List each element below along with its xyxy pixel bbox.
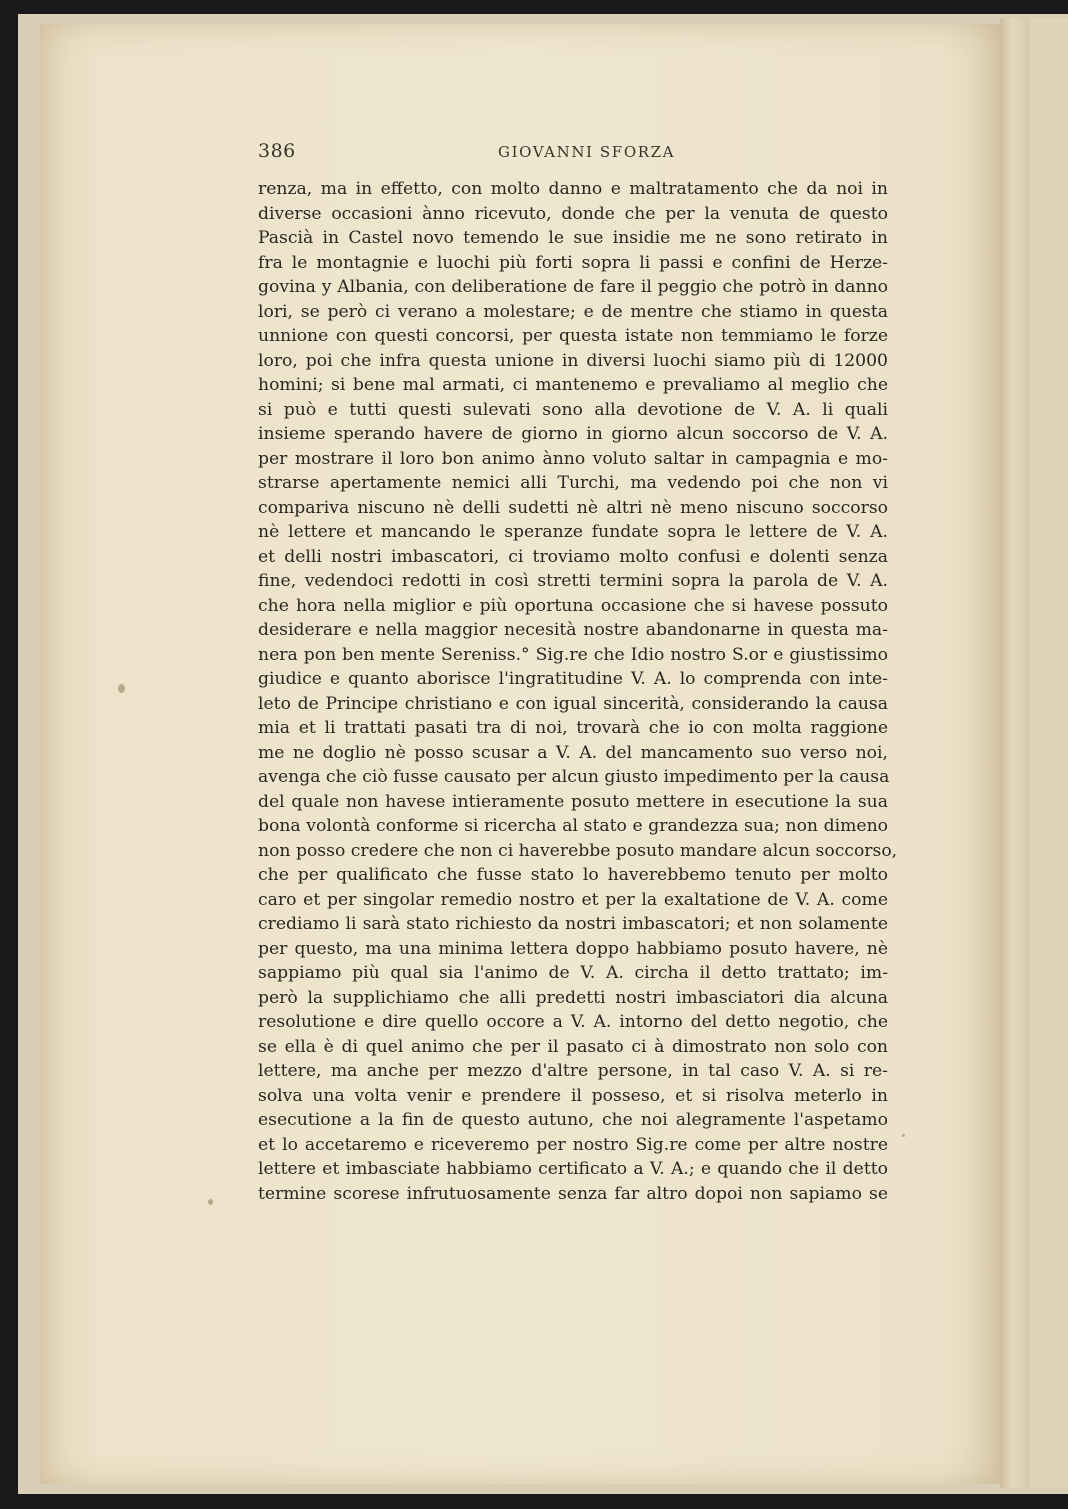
page-number: 386 — [258, 140, 296, 162]
text-line: giudice e quanto aborisce l'ingratitudine V. A. lo comprenda con inte- — [258, 669, 888, 689]
text-line: però la supplichiamo che alli predetti nostri imbasciatori dia alcuna — [258, 987, 888, 1008]
running-head: GIOVANNI SFORZA — [498, 143, 676, 161]
text-line: sappiamo più qual sia l'animo de V. A. circha il detto trattato; im- — [258, 963, 888, 983]
text-line: fra le montagnie e luochi più forti sopra li passi e confini de Herze- — [258, 252, 888, 273]
text-line: resolutione e dire quello occore a V. A. intorno del detto negotio, che — [258, 1012, 888, 1032]
text-line: che hora nella miglior e più oportuna occasione che si havese possuto — [258, 595, 888, 616]
text-line: et lo accetaremo e riceveremo per nostro Sig.re come per altre nostre — [258, 1134, 888, 1155]
page-header — [258, 140, 886, 170]
text-line: desiderare e nella maggior necesità nostre abandonarne in questa ma- — [258, 620, 888, 640]
text-line: termine scorese infrutuosamente senza far altro dopoi non sapiamo se — [258, 1183, 888, 1204]
text-line: govina y Albania, con deliberatione de fare il peggio che potrò in danno — [258, 277, 888, 297]
text-line: solva una volta venir e prendere il posseso, et si risolva meterlo in — [258, 1085, 888, 1106]
paper-speck — [208, 1199, 213, 1205]
text-line: mia et li trattati pasati tra di noi, trovarà che io con molta raggione — [258, 718, 888, 738]
text-line: esecutione a la fin de questo autuno, che noi alegramente l'aspetamo — [258, 1110, 888, 1130]
text-line: per questo, ma una minima lettera doppo habbiamo posuto havere, nè — [258, 938, 888, 959]
text-line: fine, vedendoci redotti in così stretti termini sopra la parola de V. A. — [258, 571, 888, 591]
text-line: crediamo li sarà stato richiesto da nostri imbascatori; et non solamente — [258, 914, 888, 934]
text-line: me ne doglio nè posso scusar a V. A. del mancamento suo verso noi, — [258, 742, 888, 763]
text-line: loro, poi che infra questa unione in diversi luochi siamo più di 12000 — [258, 350, 888, 371]
text-line: nera pon ben mente Sereniss.° Sig.re che Idio nostro S.or e giustissimo — [258, 644, 888, 665]
text-line: non posso credere che non ci haverebbe posuto mandare alcun soccorso, — [258, 840, 898, 861]
text-line: lettere et imbasciate habbiamo certificato a V. A.; e quando che il detto — [258, 1159, 888, 1179]
text-line: compariva niscuno nè delli sudetti nè altri nè meno niscuno soccorso — [258, 497, 888, 518]
paper-speck — [118, 684, 125, 693]
text-line: lori, se però ci verano a molestare; e de mentre che stiamo in questa — [258, 301, 888, 322]
page-gutter — [1000, 18, 1030, 1488]
paper-speck — [902, 1134, 905, 1137]
text-line: et delli nostri imbascatori, ci troviamo molto confusi e dolenti senza — [258, 546, 888, 567]
text-line: diverse occasioni ànno ricevuto, donde che per la venuta de questo — [258, 203, 888, 224]
text-line: homini; si bene mal armati, ci mantenemo e prevaliamo al meglio che — [258, 375, 888, 395]
text-line: unnione con questi concorsi, per questa istate non temmiamo le forze — [258, 326, 888, 346]
text-line: caro et per singolar remedio nostro et per la exaltatione de V. A. come — [258, 889, 888, 910]
text-line: Pascià in Castel novo temendo le sue insidie me ne sono retirato in — [258, 228, 888, 248]
text-line: del quale non havese intieramente posuto mettere in esecutione la sua — [258, 791, 888, 812]
text-line: strarse apertamente nemici alli Turchi, ma vedendo poi che non vi — [258, 473, 888, 493]
text-line: renza, ma in effetto, con molto danno e maltratamento che da noi in — [258, 179, 888, 199]
adjacent-page — [1030, 18, 1068, 1488]
text-line: avenga che ciò fusse causato per alcun giusto impedimento per la causa — [258, 767, 890, 787]
text-line: lettere, ma anche per mezzo d'altre persone, in tal caso V. A. si re- — [258, 1061, 888, 1081]
text-line: se ella è di quel animo che per il pasato ci à dimostrato non solo con — [258, 1036, 888, 1057]
body-text — [258, 177, 898, 1206]
text-line: si può e tutti questi sulevati sono alla devotione de V. A. li quali — [258, 399, 888, 420]
text-line: bona volontà conforme si ricercha al stato e grandezza sua; non dimeno — [258, 816, 888, 836]
text-line: per mostrare il loro bon animo ànno voluto saltar in campagnia e mo- — [258, 448, 888, 469]
text-line: leto de Principe christiano e con igual sincerità, considerando la causa — [258, 693, 888, 714]
text-line: nè lettere et mancando le speranze fundate sopra le lettere de V. A. — [258, 522, 888, 542]
text-line: che per qualificato che fusse stato lo haverebbemo tenuto per molto — [258, 865, 888, 885]
text-line: insieme sperando havere de giorno in giorno alcun soccorso de V. A. — [258, 424, 888, 444]
